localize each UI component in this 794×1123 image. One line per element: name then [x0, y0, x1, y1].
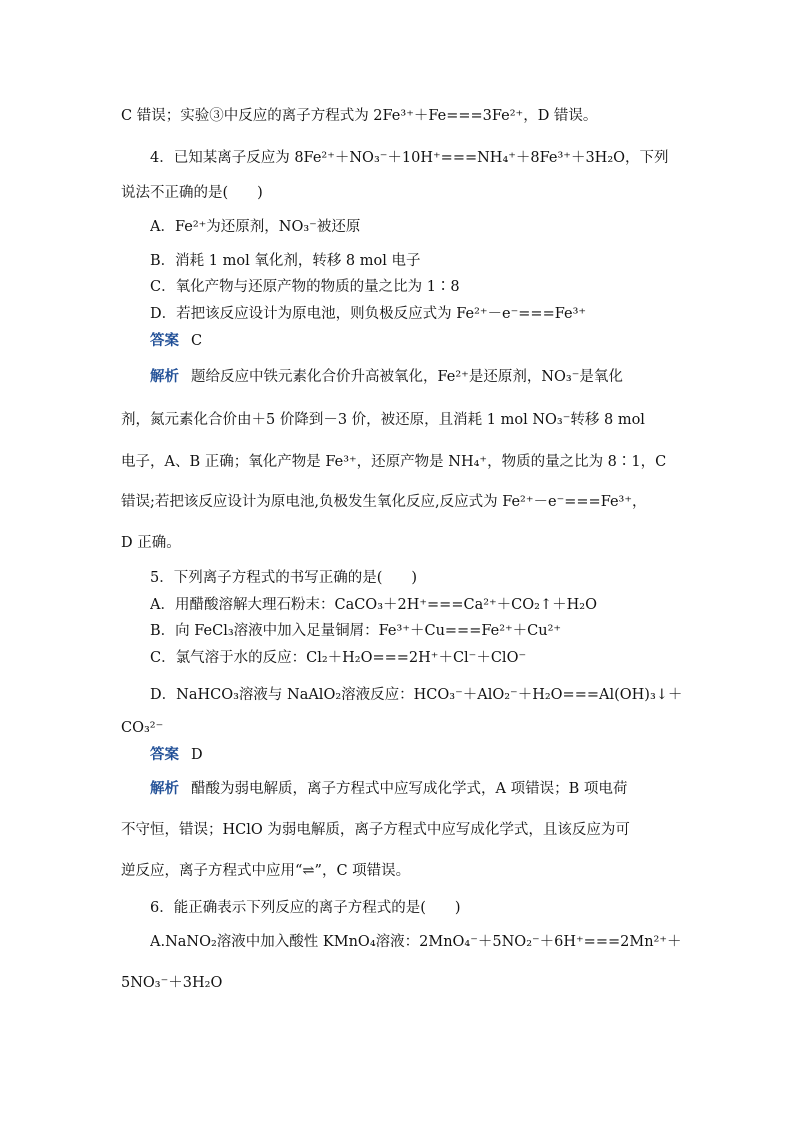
- option-c: C．氧化产物与还原产物的物质的量之比为 1∶8: [150, 279, 460, 295]
- text-line: 错误;若把该反应设计为原电池,负极发生氧化反应,反应式为 Fe²⁺－e⁻===Fe³⁺，: [121, 494, 647, 510]
- analysis-label: 解析: [150, 780, 179, 797]
- analysis-text: 题给反应中铁元素化合价升高被氧化，Fe²⁺是还原剂，NO₃⁻是氧化: [191, 369, 623, 385]
- text-line: 不守恒，错误；HClO 为弱电解质，离子方程式中应写成化学式，且该反应为可: [121, 822, 630, 838]
- question-4-stem: 4．已知某离子反应为 8Fe²⁺＋NO₃⁻＋10H⁺===NH₄⁺＋8Fe³⁺＋3H₂O，下列: [150, 150, 669, 166]
- option-d: D．NaHCO₃溶液与 NaAlO₂溶液反应：HCO₃⁻＋AlO₂⁻＋H₂O===Al(OH)₃↓＋: [150, 687, 683, 703]
- option-a: A．Fe²⁺为还原剂，NO₃⁻被还原: [150, 219, 361, 235]
- option-b: B．向 FeCl₃溶液中加入足量铜屑：Fe³⁺＋Cu===Fe²⁺＋Cu²⁺: [150, 623, 562, 639]
- question-6-stem: 6．能正确表示下列反应的离子方程式的是( ): [150, 900, 461, 916]
- analysis-line: [150, 367, 690, 387]
- question-5-stem: 5．下列离子方程式的书写正确的是( ): [150, 570, 418, 586]
- answer-label: 答案: [150, 746, 179, 763]
- answer-line: [150, 745, 690, 765]
- analysis-text: 醋酸为弱电解质，离子方程式中应写成化学式，A 项错误；B 项电荷: [191, 781, 628, 797]
- option-b: B．消耗 1 mol 氧化剂，转移 8 mol 电子: [150, 253, 421, 269]
- analysis-line: [150, 779, 690, 799]
- option-a: A.NaNO₂溶液中加入酸性 KMnO₄溶液：2MnO₄⁻＋5NO₂⁻＋6H⁺===2Mn²⁺＋: [150, 934, 682, 950]
- option-a: A．用醋酸溶解大理石粉末：CaCO₃＋2H⁺===Ca²⁺＋CO₂↑＋H₂O: [150, 597, 597, 613]
- text-line: CO₃²⁻: [121, 720, 164, 736]
- text-line: C 错误；实验③中反应的离子方程式为 2Fe³⁺＋Fe===3Fe²⁺，D 错误。: [121, 108, 598, 124]
- text-line: 剂，氮元素化合价由＋5 价降到－3 价，被还原，且消耗 1 mol NO₃⁻转移 8 mol: [121, 412, 645, 428]
- answer-label: 答案: [150, 332, 179, 349]
- answer-value: C: [191, 333, 203, 349]
- answer-value: D: [191, 747, 203, 763]
- text-line: 说法不正确的是( ): [121, 185, 263, 201]
- analysis-label: 解析: [150, 368, 179, 385]
- option-c: C．氯气溶于水的反应：Cl₂＋H₂O===2H⁺＋Cl⁻＋ClO⁻: [150, 650, 527, 666]
- text-line: 电子，A、B 正确；氧化产物是 Fe³⁺，还原产物是 NH₄⁺，物质的量之比为 8∶1，C: [121, 454, 667, 470]
- text-line: 逆反应，离子方程式中应用“⇌”，C 项错误。: [121, 863, 411, 879]
- text-line: 5NO₃⁻＋3H₂O: [121, 975, 223, 991]
- option-d: D．若把该反应设计为原电池，则负极反应式为 Fe²⁺－e⁻===Fe³⁺: [150, 306, 587, 322]
- text-line: D 正确。: [121, 535, 181, 551]
- answer-line: [150, 331, 690, 351]
